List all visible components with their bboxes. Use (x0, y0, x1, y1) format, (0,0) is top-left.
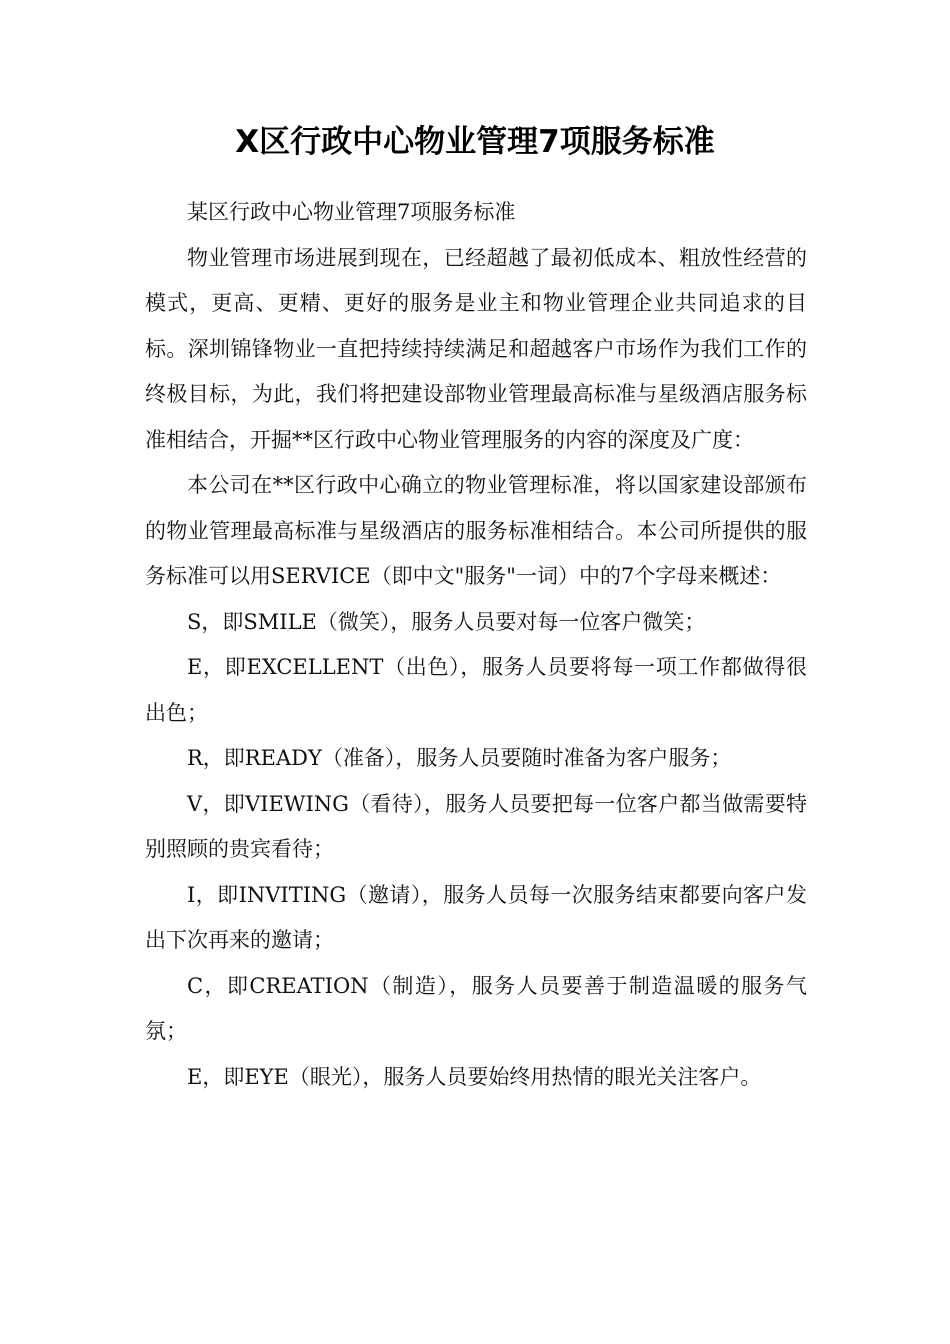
service-item-c: C，即CREATION（制造），服务人员要善于制造温暖的服务气氛； (145, 973, 807, 1043)
document-body (145, 190, 807, 1100)
subtitle-paragraph: 某区行政中心物业管理7项服务标准 (187, 200, 516, 224)
service-item-e-excellent: E，即EXCELLENT（出色），服务人员要将每一项工作都做得很出色； (145, 655, 807, 725)
service-item-v: V，即VIEWING（看待），服务人员要把每一位客户都当做需要特别照顾的贵宾看待； (145, 791, 807, 861)
service-item-s: S，即SMILE（微笑），服务人员要对每一位客户微笑； (187, 609, 706, 634)
standard-paragraph: 本公司在**区行政中心确立的物业管理标准，将以国家建设部颁布的物业管理最高标准与星级酒店的服务标准相结合。本公司所提供的服务标准可以用SERVICE（即中文"服务"一词）中的7个字母来概述： (145, 473, 807, 588)
service-item-e-eye: E，即EYE（眼光），服务人员要始终用热情的眼光关注客户。 (187, 1064, 762, 1089)
intro-paragraph: 物业管理市场进展到现在，已经超越了最初低成本、粗放性经营的模式，更高、更精、更好的服务是业主和物业管理企业共同追求的目标。深圳锦锋物业一直把持续持续满足和超越客户市场作为我们工作的终极目标，为此，我们将把建设部物业管理最高标准与星级酒店服务标准相结合，开掘**区行政中心物业管理服务的内容的深度及广度： (145, 245, 807, 452)
service-item-i: I，即INVITING（邀请），服务人员每一次服务结束都要向客户发出下次再来的邀请； (145, 882, 807, 952)
document-title: X区行政中心物业管理7项服务标准 (235, 124, 715, 160)
service-item-r: R，即READY（准备），服务人员要随时准备为客户服务； (187, 746, 732, 770)
